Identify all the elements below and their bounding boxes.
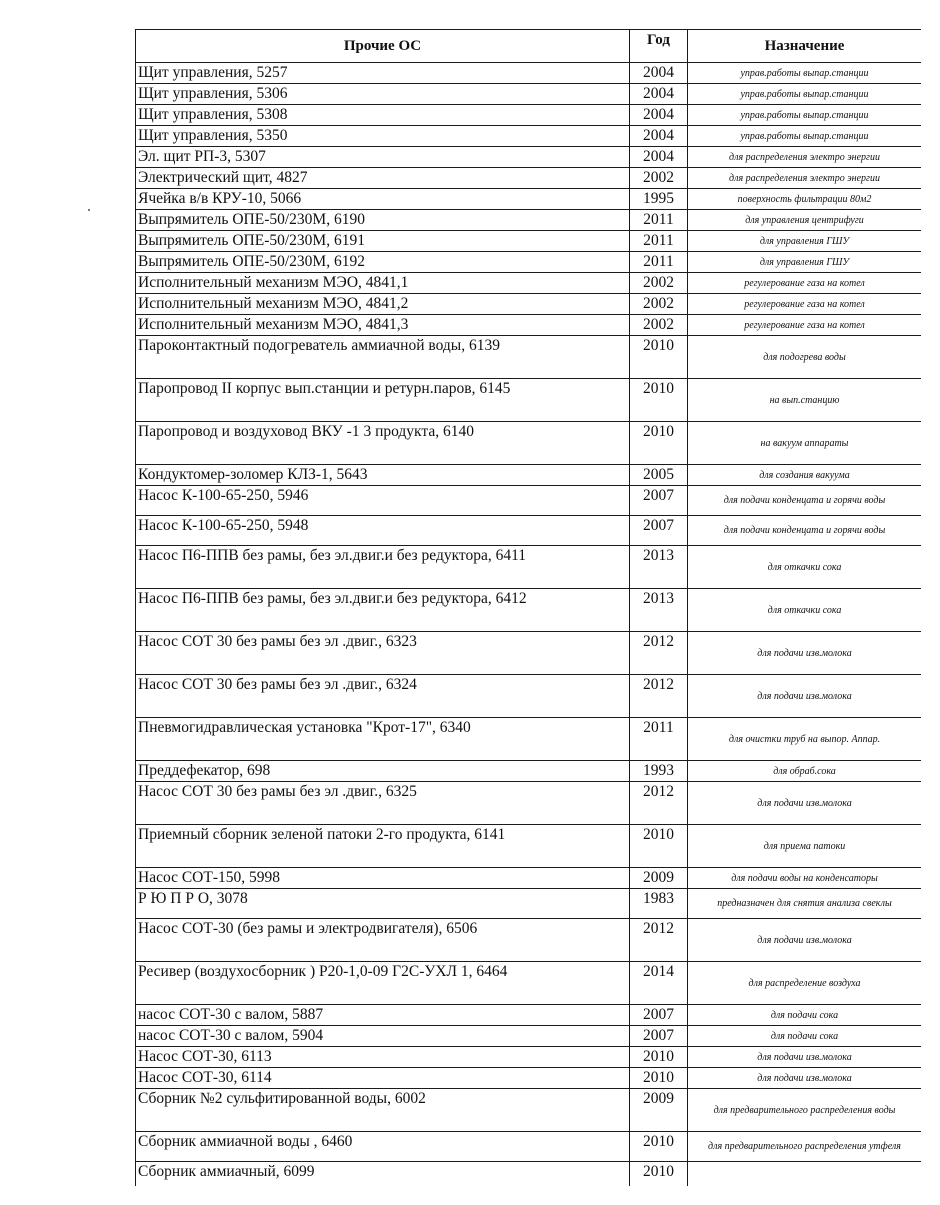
asset-year-cell: 2007 [630,1026,688,1047]
asset-name-cell: Исполнительный механизм МЭО, 4841,3 [136,315,630,336]
asset-name-cell: Пневмогидравлическая установка "Крот-17", 6340 [136,718,630,761]
table-row [136,294,922,315]
asset-purpose-cell: для подачи сока [688,1005,922,1026]
asset-year-cell: 2004 [630,147,688,168]
asset-name-cell: Насос СОТ-30 (без рамы и электродвигателя), 6506 [136,919,630,962]
table-row [136,379,922,422]
asset-purpose-cell: для распределение воздуха [688,962,922,1005]
asset-name-cell: Насос К-100-65-250, 5946 [136,486,630,516]
asset-year-cell: 2011 [630,252,688,273]
table-row [136,1089,922,1132]
table-row [136,189,922,210]
asset-year-cell: 2009 [630,868,688,889]
asset-year-cell: 2013 [630,546,688,589]
asset-purpose-cell: для распределения электро энергии [688,147,922,168]
asset-name-cell: Выпрямитель ОПЕ-50/230М, 6190 [136,210,630,231]
asset-name-cell: Щит управления, 5306 [136,84,630,105]
asset-year-cell: 2007 [630,1005,688,1026]
asset-purpose-cell: предназначен для снятия анализа свеклы [688,889,922,919]
table-row [136,632,922,675]
asset-year-cell: 2004 [630,105,688,126]
asset-name-cell: Электрический щит, 4827 [136,168,630,189]
asset-year-cell: 2009 [630,1089,688,1132]
asset-name-cell: Р Ю П Р О, 3078 [136,889,630,919]
asset-year-cell: 2002 [630,168,688,189]
assets-table [135,29,921,1186]
asset-purpose-cell: для создания вакуума [688,465,922,486]
asset-name-cell: Ресивер (воздухосборник ) Р20-1,0-09 Г2С-УХЛ 1, 6464 [136,962,630,1005]
asset-purpose-cell: для подачи конденцата и горячи воды [688,486,922,516]
asset-year-cell: 2011 [630,210,688,231]
table-row [136,63,922,84]
asset-purpose-cell: для подачи изв.молока [688,1068,922,1089]
asset-name-cell: Насос СОТ 30 без рамы без эл .двиг., 6323 [136,632,630,675]
asset-year-cell: 2004 [630,63,688,84]
table-row [136,1047,922,1068]
asset-purpose-cell: для управления ГШУ [688,252,922,273]
asset-name-cell: Насос СОТ-150, 5998 [136,868,630,889]
asset-name-cell: Щит управления, 5308 [136,105,630,126]
asset-name-cell: Насос СОТ 30 без рамы без эл .двиг., 6325 [136,782,630,825]
asset-name-cell: Насос СОТ-30, 6113 [136,1047,630,1068]
asset-year-cell: 2014 [630,962,688,1005]
asset-name-cell: Эл. щит РП-3, 5307 [136,147,630,168]
asset-purpose-cell: регулерование газа на котел [688,294,922,315]
table-row [136,868,922,889]
asset-year-cell: 2010 [630,1132,688,1162]
asset-year-cell: 2012 [630,632,688,675]
table-row [136,1162,922,1187]
asset-name-cell: Насос П6-ППВ без рамы, без эл.двиг.и без редуктора, 6412 [136,589,630,632]
table-row [136,147,922,168]
asset-purpose-cell: на вакуум аппараты [688,422,922,465]
asset-name-cell: Исполнительный механизм МЭО, 4841,2 [136,294,630,315]
asset-name-cell: Сборник аммиачный, 6099 [136,1162,630,1187]
asset-year-cell: 2010 [630,825,688,868]
asset-year-cell: 2012 [630,919,688,962]
table-row [136,825,922,868]
asset-purpose-cell: для подачи воды на конденсаторы [688,868,922,889]
asset-name-cell: Пароконтактный подогреватель аммиачной воды, 6139 [136,336,630,379]
table-row [136,465,922,486]
table-body [136,63,922,1187]
asset-purpose-cell: для подачи изв.молока [688,632,922,675]
asset-purpose-cell: для подачи конденцата и горячи воды [688,516,922,546]
asset-purpose-cell: регулерование газа на котел [688,315,922,336]
asset-year-cell: 2002 [630,294,688,315]
asset-name-cell: Преддефекатор, 698 [136,761,630,782]
asset-purpose-cell: для откачки сока [688,589,922,632]
asset-name-cell: Исполнительный механизм МЭО, 4841,1 [136,273,630,294]
table-row [136,1005,922,1026]
asset-purpose-cell: для подачи изв.молока [688,1047,922,1068]
asset-year-cell: 2010 [630,379,688,422]
table-row [136,782,922,825]
asset-purpose-cell: для подачи изв.молока [688,782,922,825]
asset-year-cell: 2004 [630,84,688,105]
asset-name-cell: насос СОТ-30 с валом, 5904 [136,1026,630,1047]
asset-purpose-cell: для обраб.сока [688,761,922,782]
table-row [136,210,922,231]
asset-purpose-cell: для подачи сока [688,1026,922,1047]
table-row [136,516,922,546]
document-sheet [135,29,921,1186]
table-row [136,84,922,105]
asset-year-cell: 2012 [630,782,688,825]
asset-name-cell: Щит управления, 5257 [136,63,630,84]
asset-year-cell: 2005 [630,465,688,486]
asset-purpose-cell: для подачи изв.молока [688,675,922,718]
asset-purpose-cell: управ.работы выпар.станции [688,126,922,147]
asset-purpose-cell: управ.работы выпар.станции [688,63,922,84]
table-row [136,1132,922,1162]
asset-purpose-cell [688,1162,922,1187]
asset-purpose-cell: для откачки сока [688,546,922,589]
asset-year-cell: 2002 [630,315,688,336]
table-row [136,336,922,379]
asset-year-cell: 2013 [630,589,688,632]
asset-year-cell: 2010 [630,422,688,465]
asset-purpose-cell: на вып.станцию [688,379,922,422]
table-row [136,589,922,632]
table-row [136,1026,922,1047]
header-year: Год [630,30,688,63]
table-row [136,1068,922,1089]
asset-year-cell: 2010 [630,1068,688,1089]
asset-year-cell: 2010 [630,1162,688,1187]
asset-name-cell: Паропровод II корпус вып.станции и ретурн.паров, 6145 [136,379,630,422]
asset-purpose-cell: для предварительного распределения утфеля [688,1132,922,1162]
asset-purpose-cell: для управления центрифуги [688,210,922,231]
asset-purpose-cell: для управления ГШУ [688,231,922,252]
asset-year-cell: 2010 [630,336,688,379]
asset-name-cell: Кондуктомер-золомер КЛЗ-1, 5643 [136,465,630,486]
table-row [136,273,922,294]
table-row [136,168,922,189]
asset-purpose-cell: для распределения электро энергии [688,168,922,189]
table-row [136,718,922,761]
table-row [136,919,922,962]
asset-purpose-cell: для приема патоки [688,825,922,868]
asset-year-cell: 2004 [630,126,688,147]
asset-year-cell: 2002 [630,273,688,294]
table-row [136,546,922,589]
asset-year-cell: 1995 [630,189,688,210]
asset-name-cell: Сборник аммиачной воды , 6460 [136,1132,630,1162]
asset-year-cell: 2007 [630,486,688,516]
table-row [136,422,922,465]
asset-name-cell: насос СОТ-30 с валом, 5887 [136,1005,630,1026]
asset-name-cell: Выпрямитель ОПЕ-50/230М, 6192 [136,252,630,273]
asset-purpose-cell: управ.работы выпар.станции [688,105,922,126]
asset-name-cell: Насос СОТ 30 без рамы без эл .двиг., 6324 [136,675,630,718]
header-purpose: Назначение [688,30,922,63]
asset-name-cell: Паропровод и воздуховод ВКУ -1 3 продукта, 6140 [136,422,630,465]
scan-speck [88,209,90,211]
asset-name-cell: Выпрямитель ОПЕ-50/230М, 6191 [136,231,630,252]
table-row [136,962,922,1005]
asset-name-cell: Насос К-100-65-250, 5948 [136,516,630,546]
asset-year-cell: 2010 [630,1047,688,1068]
table-row [136,315,922,336]
table-row [136,252,922,273]
asset-year-cell: 2011 [630,231,688,252]
asset-purpose-cell: регулерование газа на котел [688,273,922,294]
asset-name-cell: Насос СОТ-30, 6114 [136,1068,630,1089]
table-row [136,126,922,147]
asset-name-cell: Приемный сборник зеленой патоки 2-го продукта, 6141 [136,825,630,868]
asset-purpose-cell: для подогрева воды [688,336,922,379]
asset-name-cell: Насос П6-ППВ без рамы, без эл.двиг.и без редуктора, 6411 [136,546,630,589]
asset-purpose-cell: управ.работы выпар.станции [688,84,922,105]
asset-purpose-cell: для очистки труб на выпор. Аппар. [688,718,922,761]
asset-purpose-cell: для предварительного распределения воды [688,1089,922,1132]
table-row [136,889,922,919]
table-row [136,761,922,782]
header-name: Прочие ОС [136,30,630,63]
asset-year-cell: 2011 [630,718,688,761]
table-row [136,675,922,718]
asset-purpose-cell: для подачи изв.молока [688,919,922,962]
table-header-row [136,30,922,63]
table-row [136,105,922,126]
table-row [136,486,922,516]
table-row [136,231,922,252]
asset-year-cell: 1983 [630,889,688,919]
asset-year-cell: 2007 [630,516,688,546]
asset-purpose-cell: поверхность фильтрации 80м2 [688,189,922,210]
asset-name-cell: Щит управления, 5350 [136,126,630,147]
asset-name-cell: Сборник №2 сульфитированной воды, 6002 [136,1089,630,1132]
asset-year-cell: 1993 [630,761,688,782]
asset-year-cell: 2012 [630,675,688,718]
asset-name-cell: Ячейка в/в КРУ-10, 5066 [136,189,630,210]
